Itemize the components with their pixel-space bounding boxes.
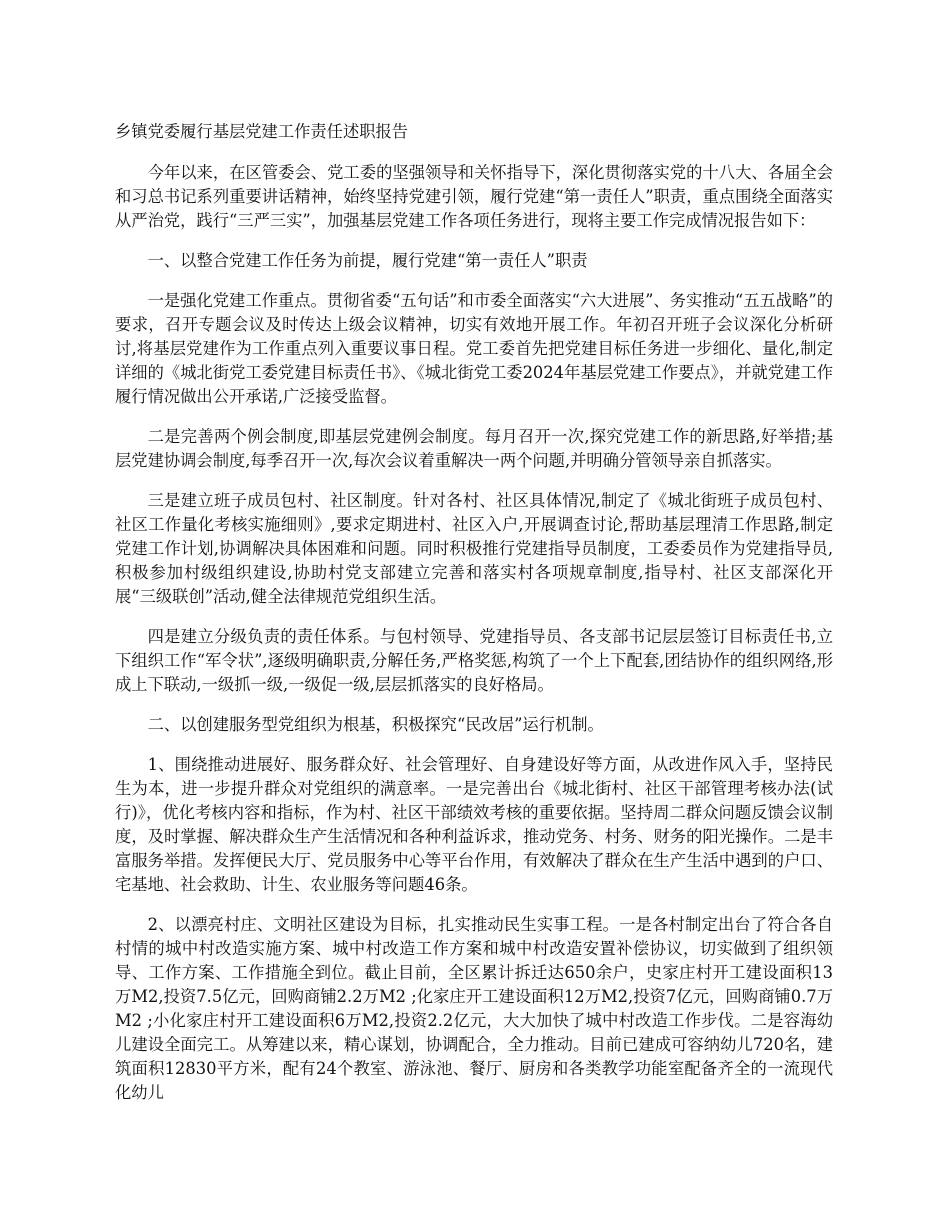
- body-paragraph: 2、以漂亮村庄、文明社区建设为目标，扎实推动民生实事工程。一是各村制定出台了符合各自村情的城中村改造实施方案、城中村改造工作方案和城中村改造安置补偿协议，切实做到了组织领导、工作方案、工作措施全到位。截止目前，全区累计拆迁达650余户，史家庄村开工建设面积13万M2,投资7.5亿元，回购商铺2.2万M2 ;化家庄开工建设面积12万M2,投资7亿元，回购商铺0.7万M2 ;小化家庄村开工建设面积6万M2,投资2.2亿元，大大加快了城中村改造工作步伐。二是容海幼儿建设全面完工。从筹建以来，精心谋划，协调配合，全力推动。目前已建成可容纳幼儿720名，建筑面积12830平方米，配有24个教室、游泳池、餐厅、厨房和各类教学功能室配备齐全的一流现代化幼儿: [115, 915, 833, 1102]
- section-heading-1: 一、以整合党建工作任务为前提，履行党建“第一责任人”职责: [147, 251, 588, 270]
- body-paragraph: 一是强化党建工作重点。贯彻省委“五句话”和市委全面落实“六大进展”、务实推动“五五战略”的要求，召开专题会议及时传达上级会议精神，切实有效地开展工作。年初召开班子会议深化分析研讨,将基层党建作为工作重点列入重要议事日程。党工委首先把党建目标任务进一步细化、量化,制定详细的《城北街党工委党建目标责任书》、《城北街党工委2024年基层党建工作要点》，并就党建工作履行情况做出公开承诺,广泛接受监督。: [115, 291, 833, 406]
- intro-paragraph: 今年以来，在区管委会、党工委的坚强领导和关怀指导下，深化贯彻落实党的十八大、各届全会和习总书记系列重要讲话精神，始终坚持党建引领，履行党建“第一责任人”职责，重点围绕全面落实从严治党，践行“三严三实”，加强基层党建工作各项任务进行，现将主要工作完成情况报告如下：: [115, 163, 833, 230]
- document-title: 乡镇党委履行基层党建工作责任述职报告: [115, 122, 409, 141]
- body-paragraph: 1、围绕推动进展好、服务群众好、社会管理好、自身建设好等方面，从改进作风入手，坚持民生为本，进一步提升群众对党组织的满意率。一是完善出台《城北街村、社区干部管理考核办法(试行)》，优化考核内容和指标，作为村、社区干部绩效考核的重要依据。坚持周二群众问题反馈会议制度，及时掌握、解决群众生产生活情况和各种利益诉求，推动党务、村务、财务的阳光操作。二是丰富服务举措。发挥便民大厅、党员服务中心等平台作用，有效解决了群众在生产生活中遇到的户口、宅基地、社会救助、计生、农业服务等问题46条。: [115, 755, 833, 894]
- body-paragraph: 四是建立分级负责的责任体系。与包村领导、党建指导员、各支部书记层层签订目标责任书,立下组织工作“军令状”,逐级明确职责,分解任务,严格奖惩,构筑了一个上下配套,团结协作的组织网络,形成上下联动,一级抓一级,一级促一级,层层抓落实的良好格局。: [115, 627, 833, 694]
- body-paragraph: 二是完善两个例会制度,即基层党建例会制度。每月召开一次,探究党建工作的新思路,好举措;基层党建协调会制度,每季召开一次,每次会议着重解决一两个问题,并明确分管领导亲自抓落实。: [115, 427, 833, 470]
- section-heading-2: 二、以创建服务型党组织为根基，积极探究“民改居”运行机制。: [147, 715, 604, 734]
- document-page: [115, 120, 833, 1121]
- body-paragraph: 三是建立班子成员包村、社区制度。针对各村、社区具体情况,制定了《城北街班子成员包村、社区工作量化考核实施细则》,要求定期进村、社区入户,开展调查讨论,帮助基层理清工作思路,制定党建工作计划,协调解决具体困难和问题。同时积极推行党建指导员制度，工委委员作为党建指导员,积极参加村级组织建设,协助村党支部建立完善和落实村各项规章制度,指导村、社区支部深化开展“三级联创”活动,健全法律规范党组织生活。: [115, 491, 833, 606]
